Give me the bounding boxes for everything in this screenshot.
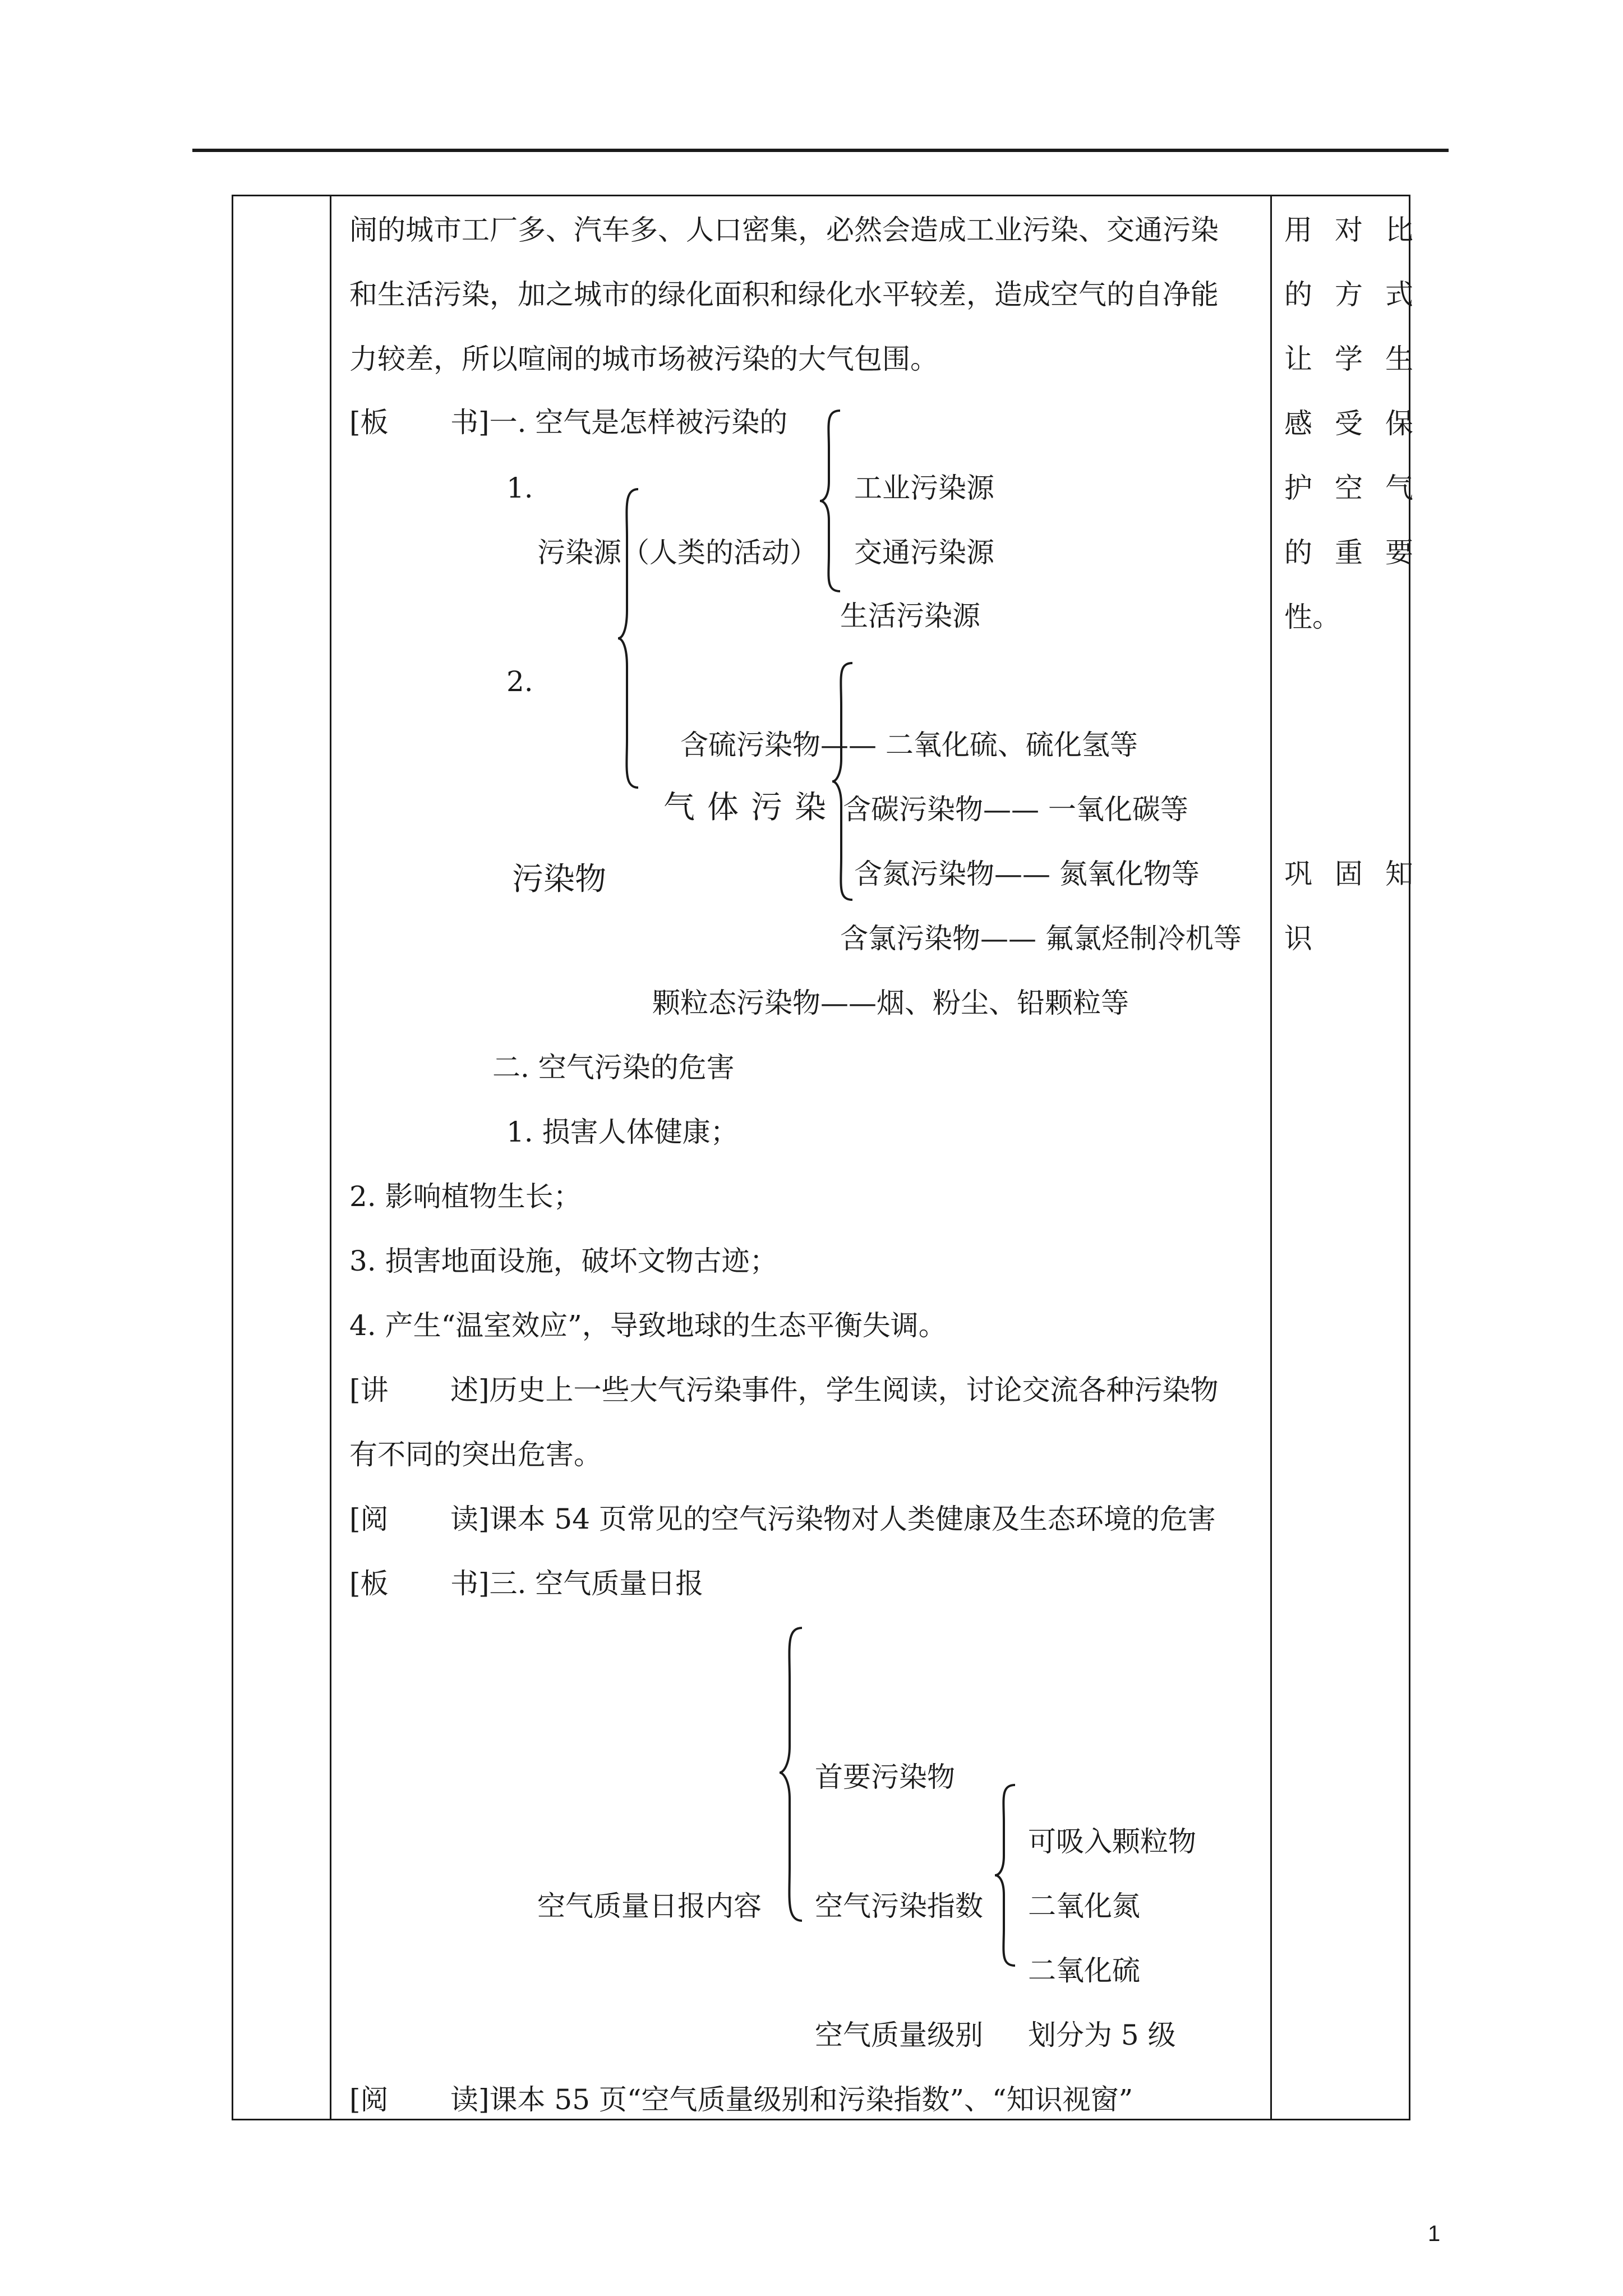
- read-tag: [阅: [349, 1503, 389, 1535]
- harm-item: 4. 产生“温室效应”，导致地球的生态平衡失调。: [349, 1309, 947, 1342]
- report-label: 空气质量日报内容: [537, 1890, 762, 1922]
- gas-label: 气体污染: [663, 789, 838, 826]
- source-item: 生活污染源: [840, 600, 980, 632]
- paragraph-line: 闹的城市工厂多、汽车多、人口密集，必然会造成工业污染、交通污染: [349, 214, 1219, 246]
- source-label: 污染源（人类的活动）: [537, 536, 818, 569]
- harm-item: 2. 影响植物生长；: [349, 1180, 582, 1213]
- paragraph-line: 力较差，所以喧闹的城市场被污染的大气包围。: [349, 343, 938, 375]
- column-divider-1: [330, 196, 331, 2119]
- pollutant-item: 颗粒态污染物——烟、粉尘、铅颗粒等: [652, 987, 1129, 1019]
- pollutant-label: 污染物: [512, 861, 606, 898]
- report-item: 空气污染指数: [815, 1890, 983, 1922]
- lecture-text: 有不同的突出危害。: [349, 1438, 602, 1471]
- read-tag: [阅: [349, 2083, 389, 2116]
- brace-pollution-sources: [818, 408, 851, 593]
- page-number: 1: [1428, 2221, 1441, 2246]
- note-line: 识: [1284, 922, 1312, 955]
- report-item: 空气质量级别: [815, 2019, 983, 2051]
- brace-pollution-main: [616, 487, 649, 790]
- brace-report-content: [777, 1626, 811, 1923]
- lecture-tag: [讲: [349, 1374, 389, 1406]
- index-item: 二氧化氮: [1028, 1890, 1140, 1922]
- column-divider-2: [1270, 196, 1272, 2119]
- header-rule: [192, 149, 1449, 152]
- section-heading: 书]三. 空气质量日报: [450, 1567, 704, 1600]
- pollutant-item: 含碳污染物—— 一氧化碳等: [843, 793, 1188, 826]
- board-tag: [板: [349, 1567, 389, 1600]
- note-line: 的方式: [1284, 278, 1436, 311]
- note-line: 巩固知: [1284, 858, 1436, 890]
- source-item: 工业污染源: [854, 472, 994, 504]
- pollutant-item: 含氮污染物—— 氮氧化物等: [854, 858, 1200, 890]
- note-line: 的重要: [1284, 536, 1436, 569]
- report-item-value: 划分为 5 级: [1028, 2019, 1176, 2051]
- note-line: 感受保: [1284, 407, 1436, 440]
- item-number: 1.: [506, 472, 533, 504]
- section-heading: 书]一. 空气是怎样被污染的: [450, 406, 788, 439]
- source-item: 交通污染源: [854, 536, 994, 569]
- pollutant-item: 含硫污染物—— 二氧化硫、硫化氢等: [680, 729, 1138, 761]
- index-item: 可吸入颗粒物: [1028, 1825, 1196, 1858]
- brace-pollution-index: [993, 1783, 1026, 1968]
- harm-item: 1. 损害人体健康；: [506, 1116, 739, 1148]
- section-heading: 二. 空气污染的危害: [492, 1051, 735, 1084]
- lecture-text: 述]历史上一些大气污染事件，学生阅读，讨论交流各种污染物: [450, 1374, 1219, 1406]
- board-tag: [板: [349, 406, 389, 439]
- item-number: 2.: [506, 665, 533, 698]
- read-text: 读]课本 55 页“空气质量级别和污染指数”、“知识视窗”: [450, 2083, 1133, 2116]
- report-item: 首要污染物: [815, 1761, 955, 1793]
- note-line: 让学生: [1284, 343, 1436, 375]
- pollutant-item: 含氯污染物—— 氟氯烃制冷机等: [840, 922, 1242, 955]
- note-line: 性。: [1284, 601, 1340, 633]
- note-line: 护空气: [1284, 472, 1436, 504]
- read-text: 读]课本 54 页常见的空气污染物对人类健康及生态环境的危害: [450, 1503, 1216, 1535]
- brace-gas-pollutants: [830, 661, 864, 902]
- note-line: 用对比: [1284, 214, 1436, 246]
- harm-item: 3. 损害地面设施，破坏文物古迹；: [349, 1245, 778, 1277]
- paragraph-line: 和生活污染，加之城市的绿化面积和绿化水平较差，造成空气的自净能: [349, 278, 1219, 311]
- index-item: 二氧化硫: [1028, 1954, 1140, 1987]
